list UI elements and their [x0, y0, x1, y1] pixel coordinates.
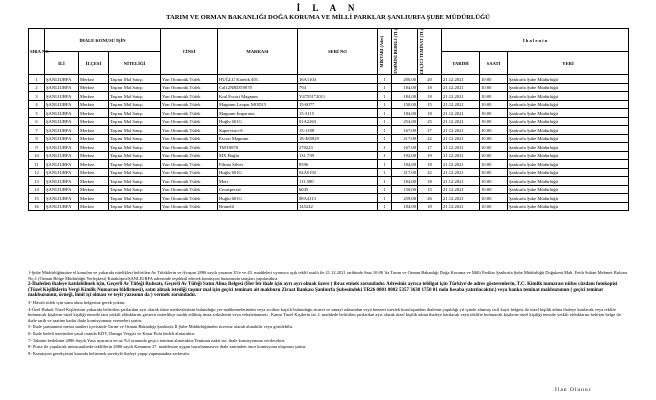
row-nitelik: Taşınır Mal Satışı: [109, 109, 161, 118]
note-6: 6- İhale bedeli üzerinden yasal oranda KDV, Damga Vergisi ve Karar Pulu bedeli alınacaktır.: [28, 330, 196, 336]
row-ilce: Merkez: [79, 126, 109, 135]
row-il: ŞANLIURFA: [45, 75, 79, 84]
row-seri: 6045: [298, 185, 378, 194]
row-yer: Şanlıurfa Şube Müdürlüğü: [508, 117, 629, 126]
row-il: ŞANLIURFA: [45, 151, 79, 160]
row-number: 1: [29, 75, 45, 84]
row-bedel: 192,00: [392, 151, 418, 160]
row-nitelik: Taşınır Mal Satışı: [109, 126, 161, 135]
row-marka: Filinta Silver: [218, 160, 298, 169]
row-saat: 10:00: [480, 126, 508, 135]
row-yer: Şanlıurfa Şube Müdürlüğü: [508, 75, 629, 84]
group-ihalenin: İ h a l e n i n: [442, 29, 629, 52]
row-nitelik: Taşınır Mal Satışı: [109, 83, 161, 92]
note-1: 1-Şube Müdürlüğümüze el konulan ve yukarıda nitelikleri belirtilen Av Tüfeklerin ve Avaşım 2886 sayılı yasanın 35/e ve 45. maddeleri uyarınca açık teklif usulü ile 21.12.2021 tarihinde Saat 10:00 'da Tarım ve Orman Bakanlığı Doğa Koruma ve Milli Parklar Şanlıurfa Şube Müdürlüğü Doğukent Mah. Fetih Sultan Mehmet Bulvarı No:1 (Orman Bölge Müdürlüğü Yerleşkesi) Karaköprü/ŞANLIURFA adresinde teşekkül edecek komisyon huzurunda satışları yapılacaktır.: [28, 270, 628, 281]
row-bedel: 150,00: [392, 185, 418, 194]
table-row: [29, 83, 629, 92]
row-seri: 8596: [298, 160, 378, 169]
row-seri: 08A4113: [298, 194, 378, 203]
row-ilce: Merkez: [79, 151, 109, 160]
row-marka: Huğlu 601G: [218, 194, 298, 203]
row-saat: 10:00: [480, 194, 508, 203]
row-teminat: 22: [418, 134, 442, 143]
row-tarih: 21.12.2021: [442, 100, 480, 109]
row-yer: Şanlıurfa Şube Müdürlüğü: [508, 109, 629, 118]
row-tarih: 21.12.2021: [442, 117, 480, 126]
note-3: 3- Havalı tüfek için satın alma belgesine gerek yoktur.: [28, 299, 126, 305]
row-ilce: Merkez: [79, 109, 109, 118]
row-il: ŞANLIURFA: [45, 134, 79, 143]
row-marka: Supervisio-S: [218, 126, 298, 135]
row-teminat: 26: [418, 194, 442, 203]
col-markasi: MARKASI: [218, 29, 298, 75]
row-number: 4: [29, 100, 45, 109]
row-marka: HUĞLU Kinetik 401.: [218, 75, 298, 84]
row-saat: 10:00: [480, 177, 508, 186]
row-ilce: Merkez: [79, 177, 109, 186]
row-number: 8: [29, 134, 45, 143]
row-cins: Yarı Otomotik Tüfek: [161, 75, 218, 84]
row-number: 9: [29, 143, 45, 152]
note-2: 2-İhaleden ihaleye katılabilmek için, Geçerli Av Tüfeği Ruhsatı, Geçerli Av Tüfeği Satın Alma Belgesi (Her bir ihale için ayrı ayrı olmak üzere ) ibraz etmek zorundadır. Adresiniz ayrıca tebligat için Türkiye'de adres gösterenlerin, T.C. Kimlik numarası nüfus cüzdanı fotokopisi (Tüzel Kişiliklerin Vergi Kimlik Numarası bildirmesi), satın almak istediği taşınır mal için geçici teminatı ait makbuzu Ziraat Bankası Şanlıurfa Şubesindeki TR26 0001 0002 5357 3638 1750 01 nolu hesaba yatırılacaktır.) veya banka teminat makbuzunun ( geçici teminat makbuzunun, örneği, limit içi olması ve teyit yazısının da ) vermek zorundadır.: [28, 282, 618, 299]
row-bedel: 184,00: [392, 202, 418, 211]
col-gecici: GEÇİCİ TEMİNAT (TL): [419, 29, 424, 75]
row-tarih: 21.12.2021: [442, 202, 480, 211]
row-saat: 10:00: [480, 75, 508, 84]
note-8: 8- Posta ile yapılacak müracaatlarda tekliflerin 2886 sayılı Kanunun 37. maddesine uygun hazırlanmasıve ihale saatinden önce komisyona ulaşması şarttır.: [28, 344, 307, 350]
row-ilce: Merkez: [79, 143, 109, 152]
row-nitelik: Taşınır Mal Satışı: [109, 100, 161, 109]
row-seri: 15-1188: [298, 126, 378, 135]
row-teminat: 19: [418, 151, 442, 160]
row-teminat: 15: [418, 100, 442, 109]
row-yer: Şanlıurfa Şube Müdürlüğü: [508, 134, 629, 143]
note-4: 4-Özel Hukuk Tüzel Kişilerinin yukarıda belirtilen şartlardan ayrı olarak idare merkezlerinin bulunduğu yer mahkemelerinden veya siciline kayıtlı bulunduğu ticaret ve sanayi odasından veya benzeri meslek kuruluşundan ihalenin yapıldığı yıl içinde alınmış sicil kayıt belgesi ile tüzel kişilik adına ihaleye katılacak veya teklife bulunacak kişilerin tüzel kişiliği temsile tam yetkili olduklarını gösterir noterlikçe tasdik edilmiş imza sirkülerini veya vekaletnamesi , Kamu Tüzel Kişilerin ise 2. maddede belirtilen şartlardan ayrı olarak tüzel kişilik adına ihaleye katılacak veya teklifte bulunacak kişilerin tüzel kişiliği temsile yetkili olduklarını belirten belge ile ihale tarih ve saatine kadar ihale komisyonuna vermeleri şarttır.: [28, 306, 621, 323]
row-seri: 15-0077: [298, 100, 378, 109]
row-il: ŞANLIURFA: [45, 126, 79, 135]
row-ilce: Merkez: [79, 202, 109, 211]
row-cins: Yarı Otomotik Tüfek: [161, 177, 218, 186]
row-cins: Yarı Otomotik Tüfek: [161, 143, 218, 152]
row-miktar: 1: [378, 151, 392, 160]
row-bedel: 217,00: [392, 134, 418, 143]
row-marka: Brunelli: [218, 202, 298, 211]
row-yer: Şanlıurfa Şube Müdürlüğü: [508, 83, 629, 92]
row-tarih: 21.12.2021: [442, 143, 480, 152]
row-miktar: 1: [378, 168, 392, 177]
row-cins: Yarı Otomotik Tüfek: [161, 134, 218, 143]
row-number: 3: [29, 92, 45, 101]
row-miktar: 1: [378, 134, 392, 143]
row-bedel: 150,00: [392, 100, 418, 109]
row-tarih: 21.12.2021: [442, 177, 480, 186]
notes: [28, 270, 628, 357]
table-row: [29, 117, 629, 126]
row-il: ŞANLIURFA: [45, 168, 79, 177]
row-saat: 10:00: [480, 151, 508, 160]
row-number: 13: [29, 177, 45, 186]
row-cins: Yarı Otomotik Tüfek: [161, 160, 218, 169]
row-yer: Şanlıurfa Şube Müdürlüğü: [508, 168, 629, 177]
col-cinsi: CİNSİ: [161, 29, 218, 75]
row-cins: Yarı Otomotik Tüfek: [161, 83, 218, 92]
table-row: [29, 160, 629, 169]
row-ilce: Merkez: [79, 100, 109, 109]
row-seri: 131.739: [298, 151, 378, 160]
row-bedel: 184,00: [392, 83, 418, 92]
row-seri: 270223: [298, 143, 378, 152]
row-bedel: 167,00: [392, 143, 418, 152]
row-seri: 16A1104: [298, 75, 378, 84]
row-seri: 145242: [298, 202, 378, 211]
row-tarih: 21.12.2021: [442, 109, 480, 118]
row-bedel: 259,00: [392, 194, 418, 203]
table-row: [29, 75, 629, 84]
row-seri: 15-3115: [298, 109, 378, 118]
row-saat: 10:00: [480, 83, 508, 92]
row-seri: 18-485829: [298, 134, 378, 143]
table-row: [29, 109, 629, 118]
row-cins: Yarı Otomotik Tüfek: [161, 194, 218, 203]
row-tarih: 21.12.2021: [442, 83, 480, 92]
row-nitelik: Taşınır Mal Satışı: [109, 194, 161, 203]
row-miktar: 1: [378, 92, 392, 101]
row-cins: Yarı Otomotik Tüfek: [161, 100, 218, 109]
row-ilce: Merkez: [79, 160, 109, 169]
row-tarih: 21.12.2021: [442, 160, 480, 169]
row-number: 11: [29, 160, 45, 169]
row-yer: Şanlıurfa Şube Müdürlüğü: [508, 100, 629, 109]
row-yer: Şanlıurfa Şube Müdürlüğü: [508, 177, 629, 186]
row-marka: Escort Magnum: [218, 134, 298, 143]
table-row: [29, 126, 629, 135]
row-il: ŞANLIURFA: [45, 109, 79, 118]
row-nitelik: Taşınır Mal Satışı: [109, 75, 161, 84]
row-number: 2: [29, 83, 45, 92]
row-il: ŞANLIURFA: [45, 185, 79, 194]
col-tahmini: TAHMİNİ BEDELİ (TL): [393, 29, 398, 75]
row-marka: Magnum Leopar MOD15: [218, 100, 298, 109]
table-row: [29, 143, 629, 152]
row-number: 12: [29, 168, 45, 177]
row-ilce: Merkez: [79, 117, 109, 126]
col-miktar: MİKTARI (Adet): [379, 35, 384, 68]
row-bedel: 184,00: [392, 177, 418, 186]
col-saat: SAATİ: [480, 52, 508, 75]
note-7: 7- Tahmin bedelinin 2886 Sayılı Yasa uyarınca en az %3 oranında geçici teminat alınacaktır.Teminatı nakit ise, ihale komisyonuna verilecektir.: [28, 337, 286, 343]
row-seri: 111.580: [298, 177, 378, 186]
row-miktar: 1: [378, 202, 392, 211]
row-miktar: 1: [378, 194, 392, 203]
row-teminat: 18: [418, 109, 442, 118]
col-yeri: YERİ: [508, 52, 629, 75]
table-row: [29, 92, 629, 101]
row-teminat: 17: [418, 126, 442, 135]
row-il: ŞANLIURFA: [45, 143, 79, 152]
row-il: ŞANLIURFA: [45, 177, 79, 186]
row-ilce: Merkez: [79, 185, 109, 194]
row-bedel: 167,00: [392, 126, 418, 135]
row-tarih: 21.12.2021: [442, 168, 480, 177]
note-9: 9- Komisyon gerekçesini karında belirtmek suretiyle ihaleyi yapıp yapmamakta serbesttir.: [28, 350, 190, 356]
row-tarih: 21.12.2021: [442, 151, 480, 160]
row-seri: Y47551*2011: [298, 92, 378, 101]
row-number: 16: [29, 202, 45, 211]
row-cins: Yarı Otomotik Tüfek: [161, 185, 218, 194]
page-subtitle: TARIM VE ORMAN BAKANLIĞI DOĞA KORUMA VE MİLLİ PARKLAR ŞANLIURFA ŞUBE MÜDÜRLÜĞÜ: [166, 14, 490, 21]
row-saat: 10:00: [480, 109, 508, 118]
row-miktar: 1: [378, 100, 392, 109]
row-teminat: 20: [418, 75, 442, 84]
row-il: ŞANLIURFA: [45, 202, 79, 211]
col-sira: SIRA NO: [29, 29, 45, 75]
row-tarih: 21.12.2021: [442, 92, 480, 101]
row-miktar: 1: [378, 83, 392, 92]
row-yer: Şanlıurfa Şube Müdürlüğü: [508, 92, 629, 101]
row-teminat: 18: [418, 83, 442, 92]
row-marka: Huğlu 601G: [218, 117, 298, 126]
row-teminat: 18: [418, 202, 442, 211]
row-yer: Şanlıurfa Şube Müdürlüğü: [508, 160, 629, 169]
table-row: [29, 177, 629, 186]
row-nitelik: Taşınır Mal Satışı: [109, 177, 161, 186]
row-number: 7: [29, 126, 45, 135]
row-bedel: 254,00: [392, 117, 418, 126]
row-marka: TMTS870: [218, 143, 298, 152]
row-marka: Mert: [218, 177, 298, 186]
row-tarih: 21.12.2021: [442, 185, 480, 194]
row-nitelik: Taşınır Mal Satışı: [109, 134, 161, 143]
row-yer: Şanlıurfa Şube Müdürlüğü: [508, 151, 629, 160]
row-number: 6: [29, 117, 45, 126]
row-il: ŞANLIURFA: [45, 100, 79, 109]
row-ilce: Merkez: [79, 134, 109, 143]
row-miktar: 1: [378, 109, 392, 118]
row-seri: 01A2263: [298, 117, 378, 126]
row-cins: Yarı Otomotik Tüfek: [161, 117, 218, 126]
row-bedel: 184,00: [392, 109, 418, 118]
col-ilce: İLÇESİ: [79, 52, 109, 75]
row-miktar: 1: [378, 143, 392, 152]
table-row: [29, 202, 629, 211]
row-yer: Şanlıurfa Şube Müdürlüğü: [508, 126, 629, 135]
tender-table: [28, 28, 629, 211]
row-il: ŞANLIURFA: [45, 194, 79, 203]
row-marka: MX Huğlu: [218, 151, 298, 160]
row-saat: 10:00: [480, 160, 508, 169]
row-cins: Yarı Otomotik Tüfek: [161, 92, 218, 101]
row-number: 15: [29, 194, 45, 203]
table-row: [29, 168, 629, 177]
row-saat: 10:00: [480, 185, 508, 194]
row-teminat: 18: [418, 92, 442, 101]
row-yer: Şanlıurfa Şube Müdürlüğü: [508, 194, 629, 203]
row-saat: 10:00: [480, 143, 508, 152]
row-nitelik: Taşınır Mal Satışı: [109, 160, 161, 169]
row-teminat: 25: [418, 117, 442, 126]
row-tarih: 21.12.2021: [442, 126, 480, 135]
row-nitelik: Taşınır Mal Satışı: [109, 185, 161, 194]
row-yer: Şanlıurfa Şube Müdürlüğü: [508, 185, 629, 194]
row-nitelik: Taşınır Mal Satışı: [109, 168, 161, 177]
row-marka: Cal12NRDTS870: [218, 83, 298, 92]
row-miktar: 1: [378, 177, 392, 186]
row-seri: 04A0192: [298, 168, 378, 177]
row-number: 14: [29, 185, 45, 194]
row-marka: Magnum İmparator: [218, 109, 298, 118]
table-row: [29, 100, 629, 109]
row-teminat: 22: [418, 168, 442, 177]
row-teminat: 17: [418, 143, 442, 152]
row-nitelik: Taşınır Mal Satışı: [109, 117, 161, 126]
row-nitelik: Taşınır Mal Satışı: [109, 143, 161, 152]
col-il: İLİ: [45, 52, 79, 75]
row-yer: Şanlıurfa Şube Müdürlüğü: [508, 143, 629, 152]
row-saat: 10:00: [480, 92, 508, 101]
row-nitelik: Taşınır Mal Satışı: [109, 92, 161, 101]
row-saat: 10:00: [480, 100, 508, 109]
row-marka: Huğlu 601G: [218, 168, 298, 177]
row-marka: Kral Escort Magnum: [218, 92, 298, 101]
signature-text: İlan Olunur: [555, 387, 592, 393]
row-number: 5: [29, 109, 45, 118]
col-tarih: TARİHİ: [442, 52, 480, 75]
row-tarih: 21.12.2021: [442, 75, 480, 84]
row-miktar: 1: [378, 75, 392, 84]
row-nitelik: Taşınır Mal Satışı: [109, 151, 161, 160]
row-bedel: 184,00: [392, 92, 418, 101]
row-miktar: 1: [378, 185, 392, 194]
row-il: ŞANLIURFA: [45, 160, 79, 169]
row-tarih: 21.12.2021: [442, 194, 480, 203]
row-nitelik: Taşınır Mal Satışı: [109, 202, 161, 211]
table-row: [29, 185, 629, 194]
row-teminat: 18: [418, 177, 442, 186]
row-il: ŞANLIURFA: [45, 92, 79, 101]
row-teminat: 18: [418, 160, 442, 169]
group-ihale-konusu: İHALE KONUSU İŞİN: [45, 29, 161, 52]
note-5: 5- İhale şartnamesi mesai saatleri içerisinde Tarım ve Orman Bakanlığı Şanlıurfa İl Şube Müdürlüğünden ücretsiz olarak alınabilir veya görülebilir.: [28, 324, 294, 330]
page-title: İ L A N: [296, 3, 360, 13]
row-number: 10: [29, 151, 45, 160]
row-miktar: 1: [378, 126, 392, 135]
row-ilce: Merkez: [79, 194, 109, 203]
row-teminat: 15: [418, 185, 442, 194]
row-cins: Yarı Otomotik Tüfek: [161, 168, 218, 177]
row-bedel: 184,00: [392, 160, 418, 169]
row-cins: Yarı Otomotik Tüfek: [161, 151, 218, 160]
row-bedel: 200,00: [392, 75, 418, 84]
row-tarih: 21.12.2021: [442, 134, 480, 143]
row-ilce: Merkez: [79, 92, 109, 101]
row-bedel: 217,00: [392, 168, 418, 177]
col-niteligi: NİTELİĞİ: [109, 52, 161, 75]
row-miktar: 1: [378, 117, 392, 126]
row-saat: 10:00: [480, 202, 508, 211]
table-row: [29, 194, 629, 203]
row-saat: 10:00: [480, 134, 508, 143]
row-cins: Yarı Otomotik Tüfek: [161, 126, 218, 135]
table-row: [29, 134, 629, 143]
row-il: ŞANLIURFA: [45, 117, 79, 126]
row-cins: Yarı Otomotik Tüfek: [161, 109, 218, 118]
col-seri: SERİ NO: [298, 29, 378, 75]
row-ilce: Merkez: [79, 168, 109, 177]
row-ilce: Merkez: [79, 75, 109, 84]
row-seri: 794: [298, 83, 378, 92]
row-ilce: Merkez: [79, 83, 109, 92]
row-saat: 10:00: [480, 168, 508, 177]
row-marka: Cesaspecial: [218, 185, 298, 194]
row-cins: Yarı Otomotik Tüfek: [161, 202, 218, 211]
table-row: [29, 151, 629, 160]
row-il: ŞANLIURFA: [45, 83, 79, 92]
row-yer: Şanlıurfa Şube Müdürlüğü: [508, 202, 629, 211]
row-saat: 10:00: [480, 117, 508, 126]
row-miktar: 1: [378, 160, 392, 169]
